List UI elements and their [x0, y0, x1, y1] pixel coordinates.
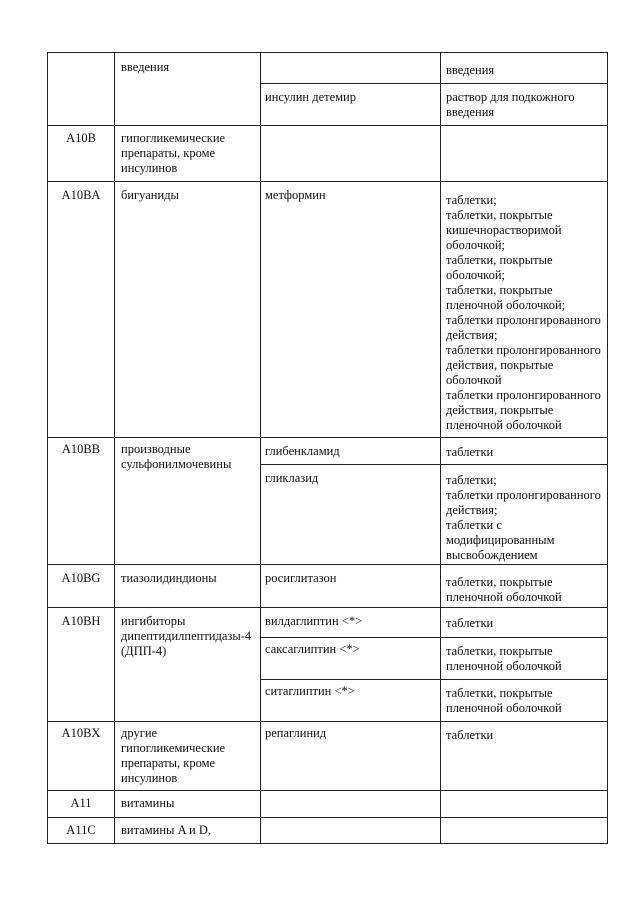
subrow-rule: [260, 679, 608, 680]
form-cell: раствор для подкожного введения: [446, 90, 575, 119]
group-cell: витамины: [121, 796, 175, 810]
group-cell: введения: [121, 60, 170, 74]
drug-cell: инсулин детемир: [265, 90, 356, 104]
drug-cell: метформин: [265, 188, 326, 202]
drug-cell: вилдаглиптин <*>: [265, 614, 363, 628]
row-rule-bottom: [47, 843, 608, 844]
atc-code-cell: A10B: [66, 131, 96, 145]
drug-cell: росиглитазон: [265, 571, 337, 585]
row-rule: [47, 607, 608, 608]
column-divider-1: [114, 52, 115, 843]
subrow-rule: [260, 464, 608, 465]
form-cell: таблетки; таблетки, покрытые кишечнорастворимой оболочкой; таблетки, покрытые оболочкой; таблетки, покрытые пленочной оболочкой; таблетки пролонгированного действия; таблетки пролонгированного действия, покрытые оболочкой таблетки пролонгированного действия, покрытые пленочной оболочкой: [446, 193, 601, 432]
form-cell: таблетки: [446, 728, 494, 742]
atc-code-cell: A10BH: [61, 614, 101, 628]
drug-cell: ситаглиптин <*>: [265, 684, 355, 698]
subrow-rule: [260, 637, 608, 638]
row-rule: [47, 181, 608, 182]
row-rule: [47, 125, 608, 126]
form-cell: введения: [446, 63, 495, 77]
row-rule: [47, 564, 608, 565]
group-cell: тиазолидиндионы: [121, 571, 217, 585]
form-cell: таблетки; таблетки пролонгированного действия; таблетки с модифицированным высвобождением: [446, 473, 601, 562]
group-cell: бигуаниды: [121, 188, 179, 202]
atc-code-cell: A10BB: [61, 442, 101, 456]
row-rule: [47, 437, 608, 438]
group-cell: витамины A и D,: [121, 823, 211, 837]
atc-code-cell: A11: [70, 796, 92, 810]
atc-code-cell: A11C: [66, 823, 96, 837]
drug-cell: репаглинид: [265, 726, 327, 740]
subrow-rule: [260, 83, 608, 84]
drug-cell: глибенкламид: [265, 444, 340, 458]
row-rule: [47, 817, 608, 818]
form-cell: таблетки: [446, 616, 494, 630]
group-cell: ингибиторы дипептидилпептидазы-4 (ДПП-4): [121, 614, 252, 658]
group-cell: производные сульфонилмочевины: [121, 442, 232, 471]
group-cell: другие гипогликемические препараты, кроме инсулинов: [121, 726, 226, 785]
row-rule-top: [47, 52, 608, 53]
row-rule: [47, 790, 608, 791]
group-cell: гипогликемические препараты, кроме инсулинов: [121, 131, 226, 175]
atc-code-cell: A10BG: [61, 571, 101, 585]
table-border-right: [607, 52, 608, 843]
column-divider-3: [440, 52, 441, 843]
form-cell: таблетки: [446, 445, 494, 459]
drug-cell: гликлазид: [265, 471, 319, 485]
row-rule: [47, 721, 608, 722]
form-cell: таблетки, покрытые пленочной оболочкой: [446, 686, 562, 715]
column-divider-2: [260, 52, 261, 843]
form-cell: таблетки, покрытые пленочной оболочкой: [446, 575, 562, 604]
atc-code-cell: A10BX: [61, 726, 101, 740]
form-cell: таблетки, покрытые пленочной оболочкой: [446, 644, 562, 673]
atc-code-cell: A10BA: [61, 188, 101, 202]
drug-cell: саксаглиптин <*>: [265, 642, 360, 656]
